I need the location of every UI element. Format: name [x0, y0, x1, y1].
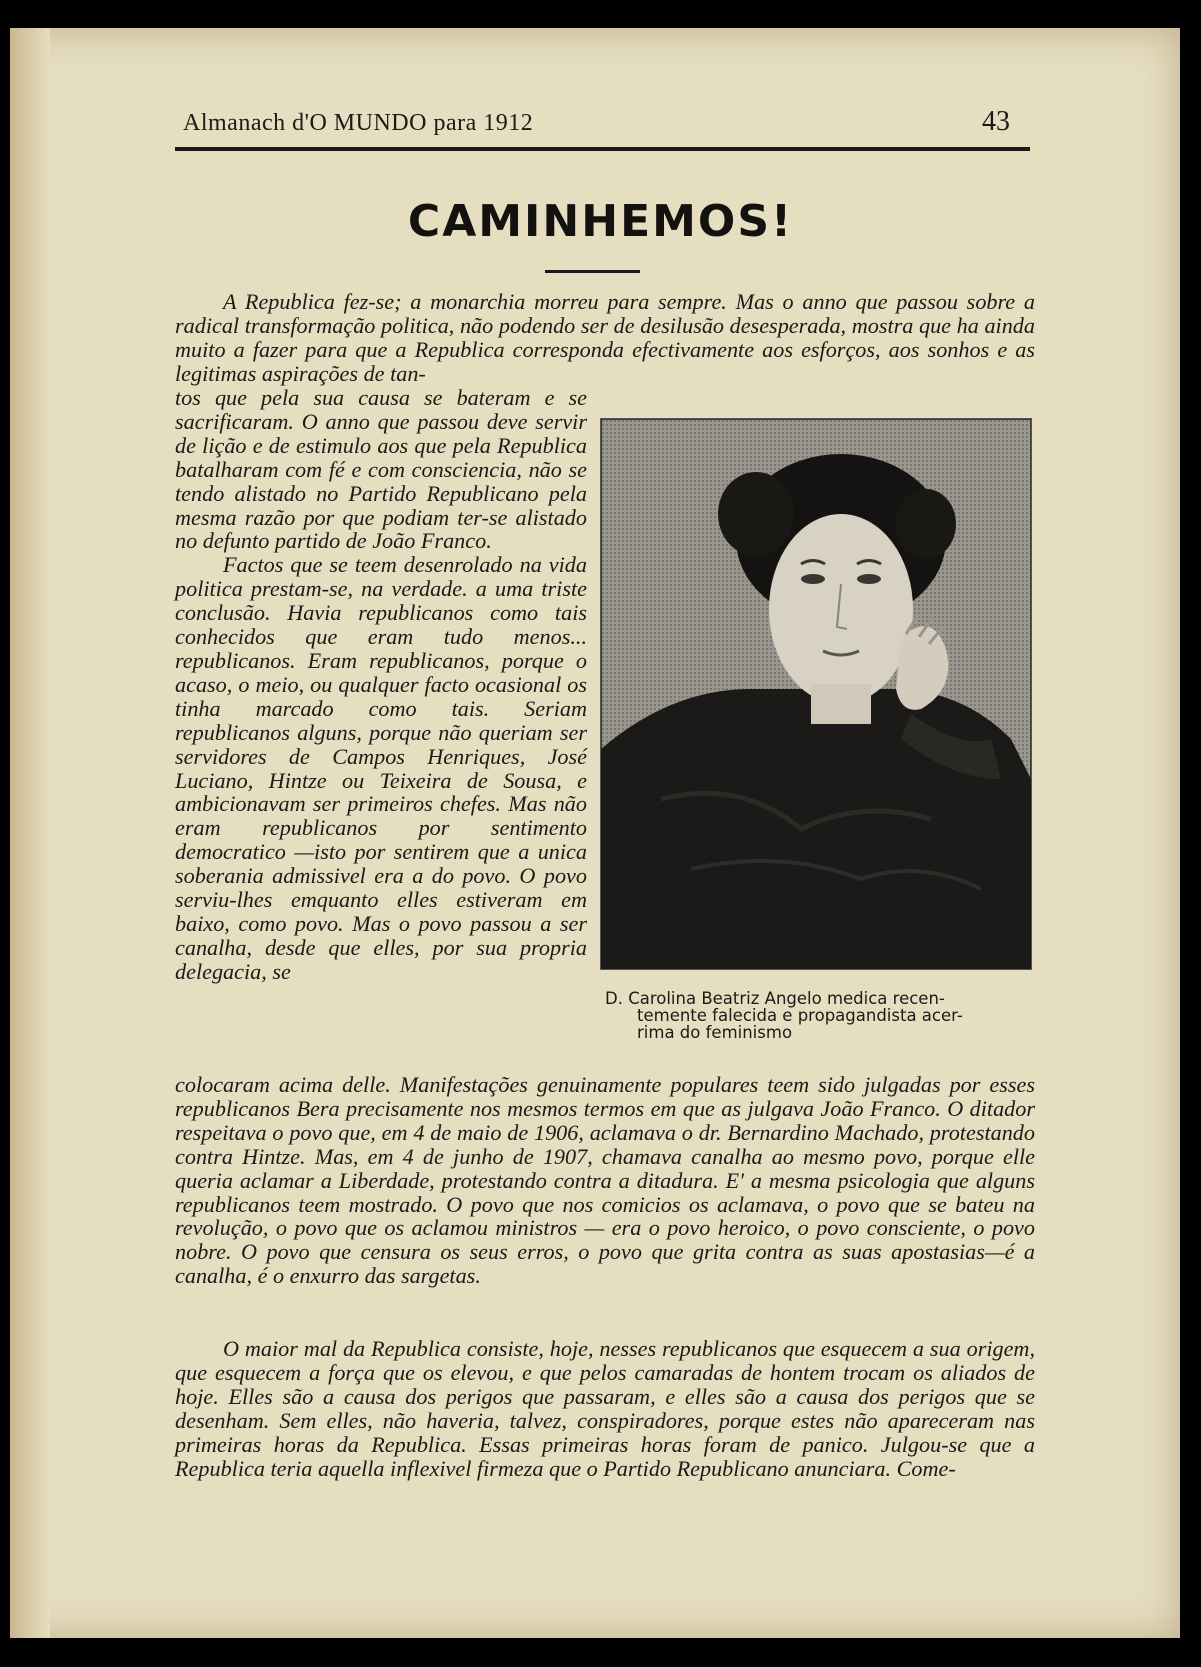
header-rule: [175, 147, 1030, 151]
title-divider: [545, 270, 640, 273]
article-intro: [175, 290, 1035, 386]
article-title: CAMINHEMOS!: [407, 196, 794, 247]
photo-caption: [605, 990, 1035, 1041]
portrait-photo: [600, 418, 1032, 970]
column-paragraph-1: tos que pela sua causa se bateram e se sacrificaram. O anno que passou deve servir de lição e de estimulo aos que pela Republica batalharam com fé e com consciencia, não se tendo alistado no Partido Republicano pela mesma razão por que podiam ter-se alistado no defunto partido de João Franco.: [175, 385, 587, 554]
caption-line-1: D. Carolina Beatriz Angelo medica recen-: [605, 989, 945, 1008]
caption-line-3: rima do feminismo: [637, 1023, 793, 1042]
running-title: Almanach d'O MUNDO para 1912: [183, 110, 534, 136]
final-paragraph-text: O maior mal da Republica consiste, hoje, nesses republicanos que esquecem a sua origem, que esquecem a força que os elevou, e que pelos camaradas de hontem trocam os aliados de hoje. Elles são a causa dos perigos que passaram, e elles são a causa dos perigos que se desenham. Sem elles, não haveria, talvez, conspiradores, porque estes não apareceram nas primeiras horas da Republica. Essas primeiras horas foram de panico. Julgou-se que a Republica teria aquella inflexivel firmeza que o Partido Republicano anunciara. Come-: [175, 1336, 1035, 1481]
article-continued: [175, 1073, 1035, 1288]
page-spine-shadow: [10, 28, 50, 1638]
portrait-image: [601, 419, 1031, 969]
running-header: [175, 106, 1020, 142]
caption-line-2: temente falecida e propagandista acer-: [637, 1006, 963, 1025]
column-paragraph-2: [175, 553, 587, 983]
page-number: 43: [982, 106, 1010, 137]
article-column: [175, 386, 587, 984]
intro-text: A Republica fez-se; a monarchia morreu para sempre. Mas o anno que passou sobre a radical transformação politica, não podendo ser de desilusão desesperada, mostra que ha ainda muito a fazer para que a Republica corresponda efectivamente aos esforços, aos sonhos e as legitimas aspirações de tan-: [175, 289, 1035, 386]
article-final-paragraph: [175, 1337, 1035, 1480]
continued-text: colocaram acima delle. Manifestações genuinamente populares teem sido julgadas por esses republicanos Bera precisamente nos mesmos termos em que as julgava João Franco. O ditador respeitava o povo que, em 4 de maio de 1906, aclamava o dr. Bernardino Machado, protestando contra Hintze. Mas, em 4 de junho de 1907, chamava canalha ao mesmo povo, porque elle queria aclamar a Liberdade, protestando contra a ditadura. E' a mesma psicologia que alguns republicanos teem mostrado. O povo que nos comicios os aclamava, o povo que se bateu na revolução, o povo que os aclamou ministros — era o povo heroico, o povo consciente, o povo nobre. O povo que censura os seus erros, o povo que grita contra as suas apostasias—é a canalha, é o enxurro das sargetas.: [175, 1072, 1035, 1289]
column-paragraph-2-text: Factos que se teem desenrolado na vida politica prestam-se, na verdade. a uma triste conclusão. Havia republicanos como tais conhecidos que eram tudo menos... republicanos. Eram republicanos, porque o acaso, o meio, ou qualquer facto ocasional os tinha marcado como tais. Seriam republicanos alguns, porque não queriam ser servidores de Campos Henriques, José Luciano, Hintze ou Teixeira de Sousa, e ambicionavam ser primeiros chefes. Mas não eram republicanos por sentimento democratico —isto por sentirem que a unica soberania admissivel era a do povo. O povo serviu-lhes emquanto elles estiveram em baixo, como povo. Mas o povo passou a ser canalha, desde que elles, por sua propria delegacia, se: [175, 552, 587, 984]
